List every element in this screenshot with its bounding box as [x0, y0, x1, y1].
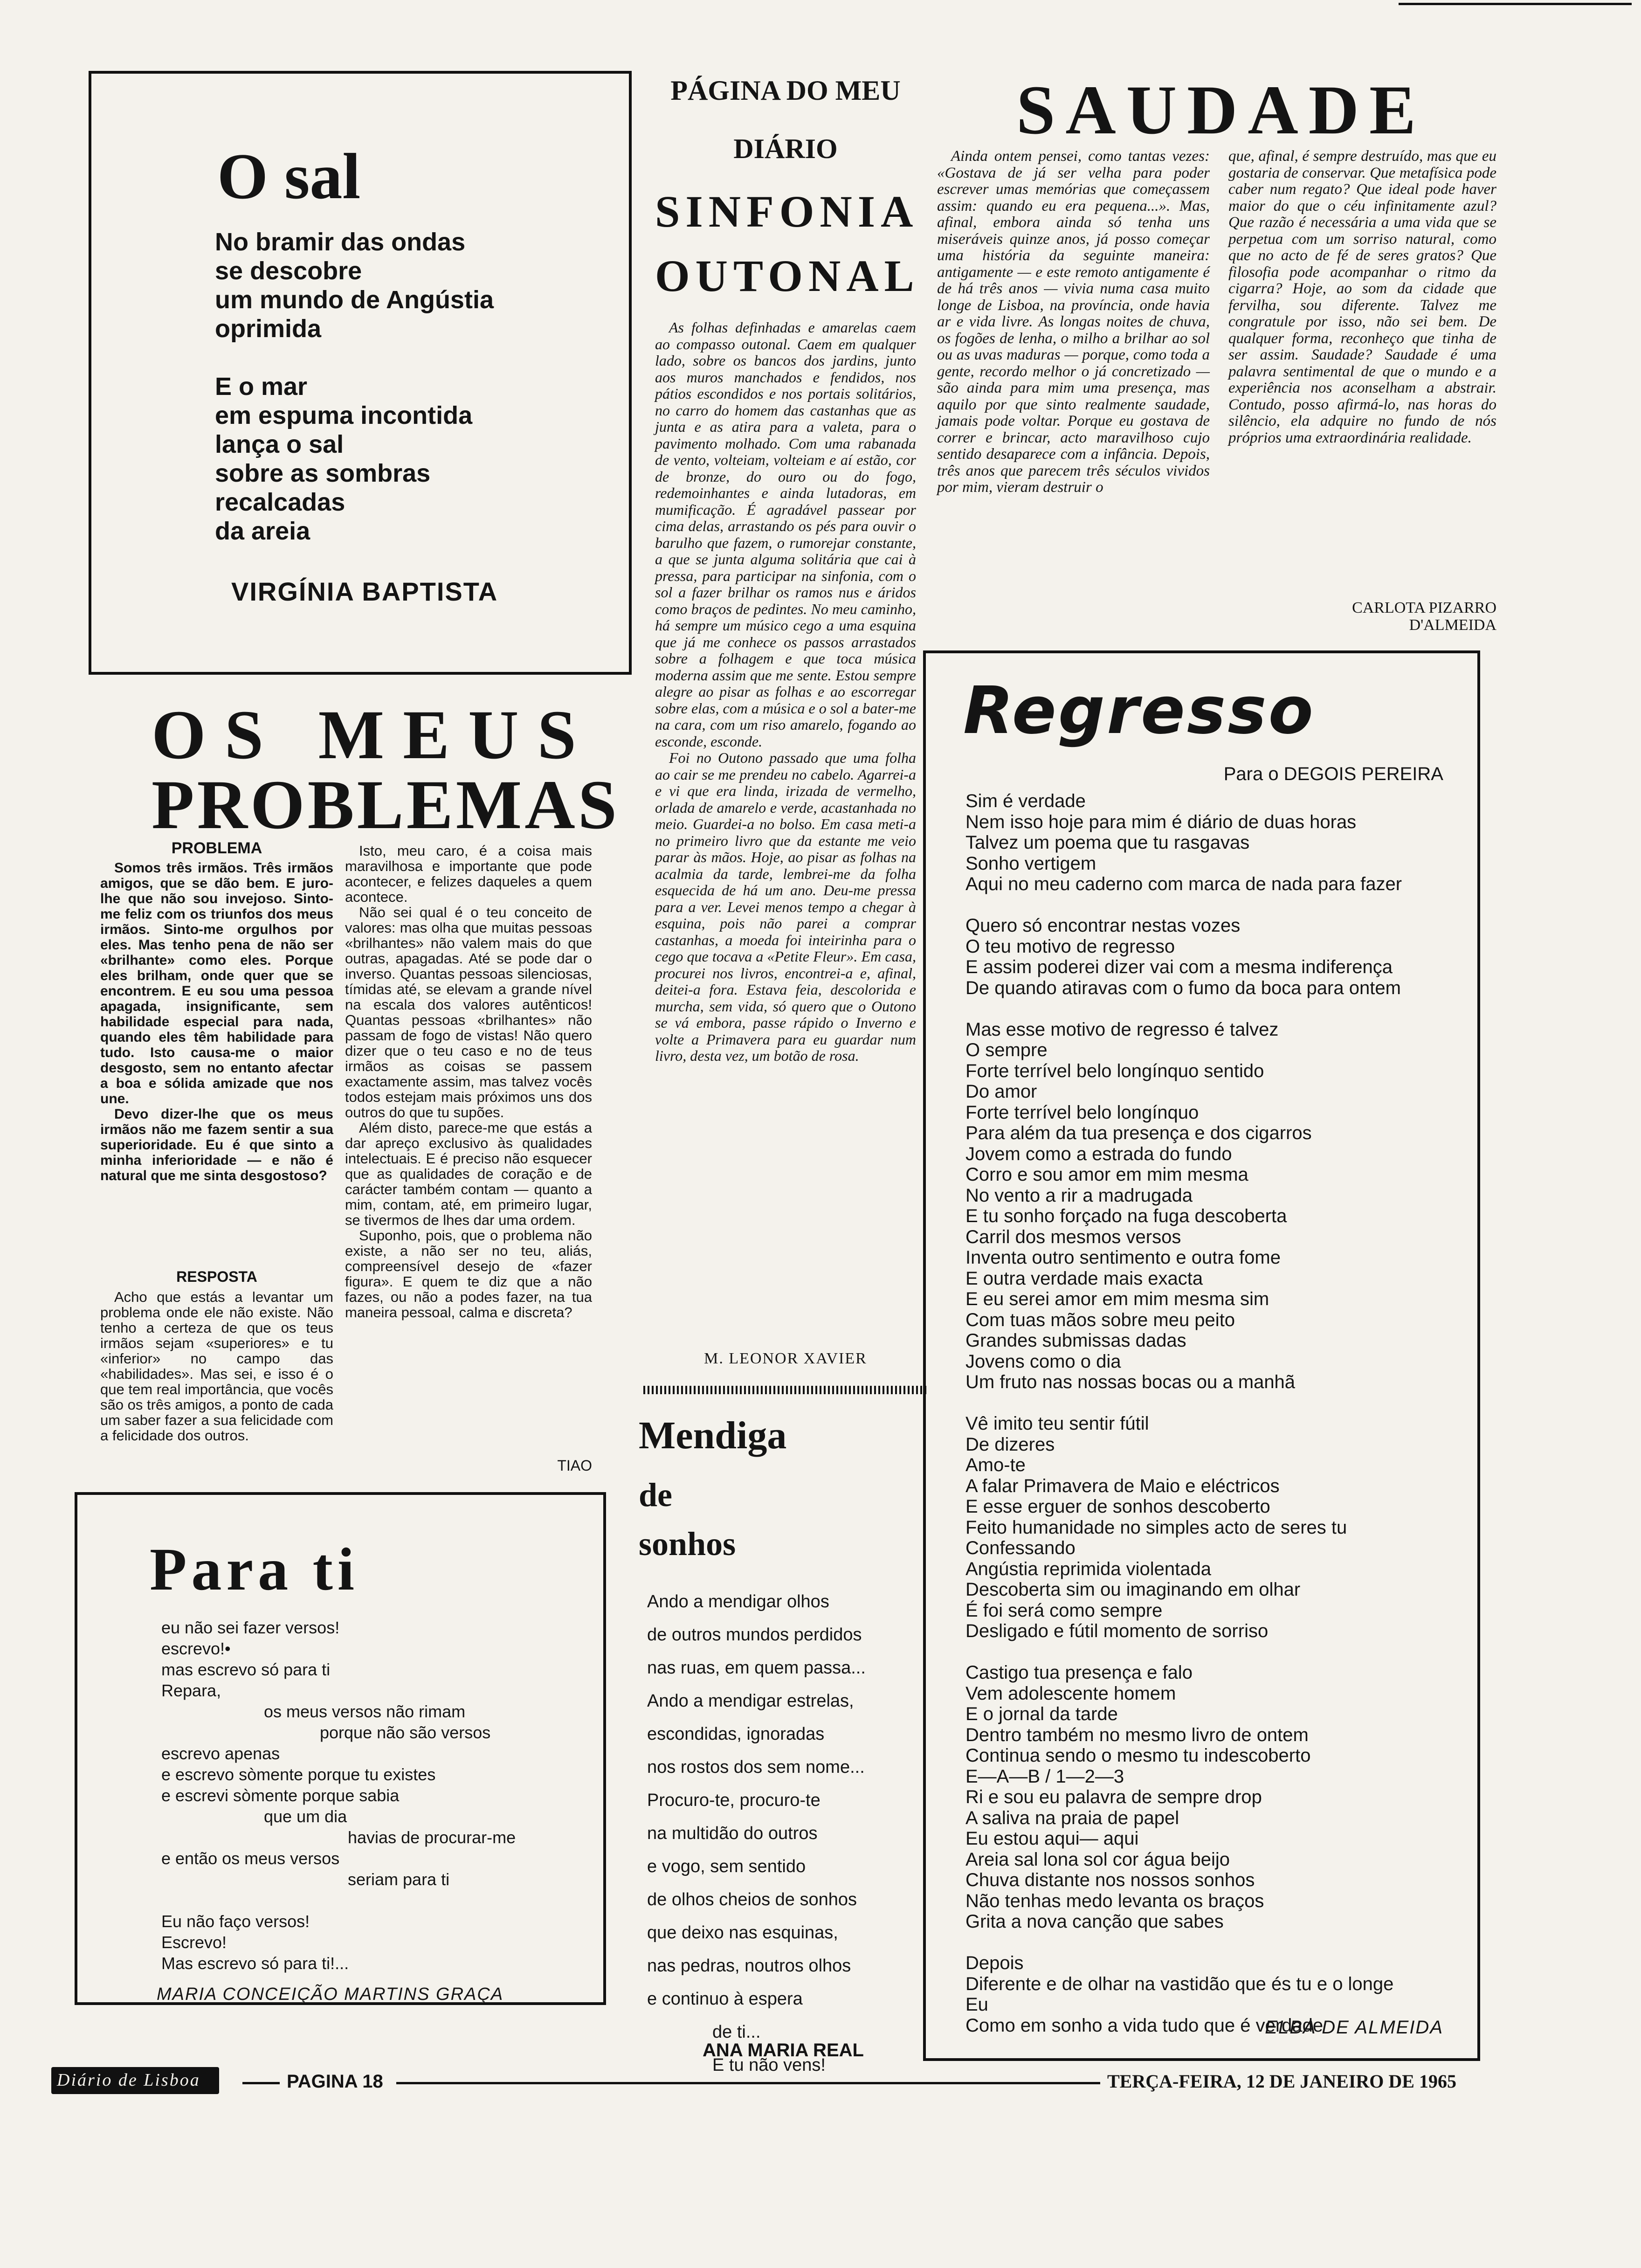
saudade-col-1-text: Ainda ontem pensei, como tantas vezes: «Gostava de já ser velha para poder escrever umas memórias que começassem assim: quando eu era pequena...». Mas, afinal, embora ainda só tenha uns miseráveis quinze anos, já posso começar uma história da seguinte maneira: antigamente — e este remoto antigamente é de há três anos — vivia numa casa muito longe de Lisboa, na província, onde havia ar e vida livre. As longas noites de chuva, os fogões de lenha, o milho a brilhar ao sol ou as uvas maduras — porque, como toda a gente, recordo melhor o já concretizado — são ainda para mim uma presença, mas aquilo por que sinto realmente saudade, jamais pode voltar. Porque eu gostava de correr e brincar, acto maravilhoso cujo sentido desaparece com a infância. Depois, três anos que parecem três séculos vividos por mim, vieram destruir o	[937, 148, 1210, 496]
poem-line: E assim poderei dizer vai com a mesma indiferença	[965, 957, 1393, 977]
poem-line	[965, 1932, 1402, 1953]
footer-page: PAGINA 18	[287, 2071, 383, 2092]
poem-line: Vem adolescente homem	[965, 1683, 1176, 1704]
poem-line: Eu não faço versos!	[161, 1912, 310, 1931]
poem-line: de ti...	[712, 2022, 761, 2042]
poem-line: seriam para ti	[348, 1870, 450, 1889]
paragraph: As folhas definhadas e amarelas caem ao compasso outonal. Caem em qualquer lado, sobre os bancos dos jardins, junto aos muros manchados e fendidos, nos pátios escondidos e nos portais solitários, no carro do homem das castanhas que as junta e as atira para a valeta, para o pavimento molhado. Com uma rabanada de vento, volteiam, volteiam e aí estão, cor de bronze, do ouro ou do fogo, redemoinhantes e ainda lutadoras, em mumificação. É agradável passear por cima delas, arrastando os pés para ouvir o barulho que fazem, o rumorejar constante, a que se junta alguma solitária que cai à pressa, para participar na sinfonia, com o sol a fazer brilhar os ramos nus e áridos como braços de pedintes. No meu caminho, há sempre um músico cego a uma esquina que já me conhece os passos arrastados sobre a folhagem e que toca música moderna assim que me sente. Estou sempre alegre ao pisar as folhas e ao escorregar sobre elas, com a música e o sol a bater-me na cara, com um riso amarelo, fogando ao esconde, esconde.	[655, 319, 916, 750]
poem-line: Areia sal lona sol cor água beijo	[965, 1849, 1230, 1870]
paragraph: Além disto, parece-me que estás a dar apreço exclusivo às qualidades intelectuais. E é preciso não esquecer que as qualidades de coração e de carácter também contam — quanto a mim, contam, até, em primeiro lugar, se tivermos de lhes dar uma ordem.	[345, 1120, 592, 1228]
poem-line	[965, 895, 1402, 916]
diario-kicker-2: DIÁRIO	[733, 133, 838, 164]
saudade-col-2-text: que, afinal, é sempre destruído, mas que eu gostaria de conservar. Que metafísica pode caber num regato? Que ideal pode haver maior do que o céu infinitamente azul? Que razão é necessária a uma vida que se perpetua com um sorriso natural, como que no acto de fé de seres gratos? Que filosofia pode acompanhar o ritmo da cigarra? Hoje, ao som da cidade que fervilha, sou diferente. Talvez me congratule por isso, não sei bem. De qualquer forma, reconheço que tinha de ser assim. Saudade? Saudade é uma palavra sentimental de que o mundo e a experiência nos aconselham a abstrair. Contudo, posso afirmá-lo, nas horas do silêncio, ela adquire no fundo de nós próprios uma extraordinária realidade.	[1228, 148, 1496, 446]
poem-line: Aqui no meu caderno com marca de nada para fazer	[965, 874, 1402, 894]
poem-line: Jovens como o dia	[965, 1351, 1121, 1372]
problemas-signature: TIAO	[557, 1457, 592, 1474]
poem-line: A falar Primavera de Maio e eléctricos	[965, 1475, 1280, 1496]
poem-line: E esse erguer de sonhos descoberto	[965, 1496, 1270, 1517]
poem-line: recalcadas	[215, 488, 345, 516]
poem-line: E tu sonho forçado na fuga descoberta	[965, 1206, 1287, 1226]
mendiga-title-2: de	[639, 1476, 672, 1514]
poem-line: escondidas, ignoradas	[647, 1724, 825, 1744]
paragraph: Somos três irmãos. Três irmãos amigos, que se dão bem. E juro-lhe que não sou invejoso. Sinto-me feliz com os triunfos dos meus irmãos. Sinto-me orgulhos por eles. Mas tenho pena de não ser «brilhante» como eles. Porque eles brilham, onde quer que se encontrem. E eu sou uma pessoa apagada, insignificante, sem habilidade especial para nada, quando eles têm habilidade para tudo. Isto causa-me o maior desgosto, sem no entanto afectar a boa e sólida amizade que nos une.	[100, 860, 333, 1106]
poem-line: E o mar	[215, 373, 308, 401]
regresso-poem	[965, 791, 1402, 2036]
poem-line: Chuva distante nos nossos sonhos	[965, 1870, 1255, 1890]
poem-line: Depois	[965, 1953, 1024, 1973]
mendiga-poem	[647, 1585, 866, 2082]
poem-line: O sempre	[965, 1040, 1048, 1060]
poem-line: Ri e sou eu palavra de sempre drop	[965, 1787, 1262, 1807]
poem-line: os meus versos não rimam	[264, 1702, 466, 1721]
poem-line: nas pedras, noutros olhos	[647, 1956, 851, 1976]
poem-line: Ando a mendigar olhos	[647, 1592, 829, 1611]
poem-line: escrevo!•	[161, 1639, 231, 1658]
masthead-logo	[51, 2067, 219, 2094]
poem-line: mas escrevo só para ti	[161, 1660, 331, 1679]
poem-line: Corro e sou amor em mim mesma	[965, 1164, 1248, 1185]
poem-line: de olhos cheios de sonhos	[647, 1890, 857, 1909]
poem-line: Com tuas mãos sobre meu peito	[965, 1309, 1235, 1330]
poem-line: e escrevo sòmente porque tu existes	[161, 1765, 436, 1784]
problema-label: PROBLEMA	[171, 839, 262, 857]
poem-line: De dizeres	[965, 1434, 1055, 1455]
diario-kicker-1: PÁGINA DO MEU	[670, 75, 901, 106]
poem-line: Do amor	[965, 1081, 1037, 1102]
diario-title-1: SINFONIA	[655, 187, 919, 236]
mendiga-author: ANA MARIA REAL	[703, 2040, 864, 2061]
poem-line: Procuro-te, procuro-te	[647, 1791, 820, 1810]
diario-author: M. LEONOR XAVIER	[704, 1350, 867, 1367]
poem-line: Eu	[965, 1994, 988, 2015]
poem-line: O teu motivo de regresso	[965, 936, 1175, 957]
poem-line: De quando atiravas com o fumo da boca para ontem	[965, 977, 1401, 998]
poem-line: da areia	[215, 517, 310, 545]
o-sal-title: O sal	[217, 140, 361, 213]
problemas-title-2: PROBLEMAS	[152, 766, 620, 844]
poem-line: um mundo de Angústia	[215, 286, 494, 314]
poem-line	[965, 998, 1402, 1019]
diario-title-2: OUTONAL	[655, 251, 920, 301]
saudade-author-1: CARLOTA PIZARRO	[1352, 599, 1496, 616]
resposta-label: RESPOSTA	[176, 1268, 257, 1285]
o-sal-poem	[215, 228, 494, 546]
top-rule	[1399, 3, 1632, 5]
poem-line: em espuma incontida	[215, 401, 473, 429]
paragraph: Acho que estás a levantar um problema onde ele não existe. Não tenho a certeza de que os teus irmãos sejam «superiores» e tu «inferior» no campo das «habilidades». Mas sei, e isso é o que tem real importância, que vocês são os três amigos, a ponto de cada um saber fazer a sua felicidade com a felicidade dos outros.	[100, 1289, 333, 1444]
o-sal-author: VIRGÍNIA BAPTISTA	[231, 577, 498, 606]
poem-line: Quero só encontrar nestas vozes	[965, 915, 1241, 936]
diario-body	[655, 319, 916, 1065]
poem-line: na multidão do outros	[647, 1824, 818, 1843]
poem-line: havias de procurar-me	[348, 1828, 516, 1847]
poem-line: se descobre	[215, 257, 362, 285]
poem-line: E—A—B / 1—2—3	[965, 1766, 1124, 1787]
para-ti-author: MARIA CONCEIÇÃO MARTINS GRAÇA	[157, 1984, 504, 2004]
poem-line: Sim é verdade	[965, 791, 1086, 811]
regresso-box	[923, 650, 1480, 2061]
paragraph: Suponho, pois, que o problema não existe, a não ser no teu, aliás, compreensível desejo de «fazer figura». E quem te diz que a não fazes, ou não a podes fazer, na tua maneira pessoal, calma e discreta?	[345, 1227, 592, 1321]
poem-line: nos rostos dos sem nome...	[647, 1757, 865, 1777]
poem-line: A saliva na praia de papel	[965, 1807, 1179, 1828]
poem-line	[965, 1642, 1402, 1663]
poem-line: Forte terrível belo longínquo	[965, 1102, 1199, 1123]
poem-line: Carril dos mesmos versos	[965, 1226, 1181, 1247]
poem-line: Talvez um poema que tu rasgavas	[965, 832, 1250, 853]
saudade-title: SAUDADE	[1016, 71, 1427, 149]
regresso-title: Regresso	[963, 673, 1315, 749]
poem-line: Confessando	[965, 1538, 1076, 1558]
poem-line	[161, 1890, 516, 1911]
poem-line: e vogo, sem sentido	[647, 1857, 806, 1876]
poem-line: No vento a rir a madrugada	[965, 1185, 1193, 1206]
poem-line: E o jornal da tarde	[965, 1704, 1118, 1724]
poem-line: Castigo tua presença e falo	[965, 1662, 1193, 1683]
poem-line: Vê imito teu sentir fútil	[965, 1413, 1149, 1434]
separator-rule	[643, 1386, 928, 1394]
poem-line: Dentro também no mesmo livro de ontem	[965, 1724, 1309, 1745]
poem-line: Escrevo!	[161, 1933, 227, 1952]
poem-line: Grandes submissas dadas	[965, 1330, 1186, 1351]
poem-line: Amo-te	[965, 1455, 1026, 1475]
poem-line: Grita a nova canção que sabes	[965, 1911, 1224, 1932]
poem-line: Para além da tua presença e dos cigarros	[965, 1123, 1312, 1143]
para-ti-box	[75, 1492, 606, 2005]
masthead-text: Diário de Lisboa	[57, 2070, 200, 2090]
poem-line: Ando a mendigar estrelas,	[647, 1691, 854, 1711]
saudade-col-1	[937, 148, 1210, 496]
poem-line: Não tenhas medo levanta os braços	[965, 1890, 1264, 1911]
poem-line: lança o sal	[215, 430, 344, 458]
mendiga-title-3: sonhos	[639, 1525, 736, 1563]
poem-line: Um fruto nas nossas bocas ou a manhã	[965, 1372, 1296, 1392]
poem-line: Desligado e fútil momento de sorriso	[965, 1621, 1269, 1641]
poem-line: Continua sendo o mesmo tu indescoberto	[965, 1745, 1311, 1766]
regresso-author: ELBA DE ALMEIDA	[1265, 2017, 1443, 2038]
poem-line: Mas escrevo só para ti!...	[161, 1954, 349, 1973]
poem-line: nas ruas, em quem passa...	[647, 1658, 866, 1678]
poem-line: E eu serei amor em mim mesma sim	[965, 1289, 1269, 1309]
poem-line: Feito humanidade no simples acto de seres tu	[965, 1517, 1347, 1538]
saudade-author-2: D'ALMEIDA	[1409, 616, 1496, 634]
poem-line: que deixo nas esquinas,	[647, 1923, 838, 1943]
poem-line: Repara,	[161, 1681, 221, 1700]
poem-line	[215, 343, 494, 372]
paragraph: Foi no Outono passado que uma folha ao cair se me prendeu no cabelo. Agarrei-a e vi que era linda, irizada de vermelho, orlada de amarelo e verde, acastanhada no meio. Guardei-a no bolso. Em casa meti-a no primeiro livro que da estante me veio parar às mãos. Hoje, ao pisar as folhas na acalmia da tarde, lembrei-me da folha esquecida de há um ano. Deu-me pressa para a ver. Levei menos tempo a chegar à esquina, pois não parei a comprar castanhas, a moeda foi inteirinha para o cego que tocava a «Petite Fleur». Em casa, procurei nos livros, encontrei-a e, afinal, deitei-a fora. Estava feia, descolorida e murcha, sem vida, só quero que o Outono se vá embora, passe rápido o Inverno e volte a Primavera para eu guardar num livro, desta vez, um botão de rosa.	[655, 749, 916, 1064]
poem-line: No bramir das ondas	[215, 228, 466, 256]
mendiga-title-1: Mendiga	[639, 1414, 787, 1457]
poem-line: que um dia	[264, 1807, 347, 1826]
poem-line	[965, 1393, 1402, 1414]
poem-line: e escrevi sòmente porque sabia	[161, 1786, 400, 1805]
poem-line: de outros mundos perdidos	[647, 1625, 862, 1645]
problemas-col-2	[345, 843, 592, 1320]
poem-line: sobre as sombras	[215, 459, 431, 487]
regresso-dedication: Para o DEGOIS PEREIRA	[1223, 764, 1443, 784]
problema-body	[100, 860, 333, 1183]
poem-line: Angústia reprimida violentada	[965, 1558, 1211, 1579]
poem-line: Eu estou aqui— aqui	[965, 1828, 1139, 1849]
o-sal-box	[89, 71, 632, 675]
paragraph: Não sei qual é o teu conceito de valores: mas olha que muitas pessoas «brilhantes» não valem mais do que outras, apagadas. Até se pode dar o inverso. Quantas pessoas silenciosas, tímidas até, se elevam a grande nível na escala dos valores autênticos! Quantas pessoas «brilhantes» não passam de fogo de vistas! Não quero dizer que o teu caso e no de teus irmãos as coisas se passem exactamente assim, mas talvez vocês todos estejam mais próximos uns dos outros do que tu supões.	[345, 904, 592, 1120]
poem-line: escrevo apenas	[161, 1744, 280, 1763]
para-ti-title: Para ti	[150, 1536, 359, 1603]
problemas-title-1: OS MEUS	[152, 696, 595, 774]
footer-rule-1	[242, 2082, 280, 2084]
poem-line: e continuo à espera	[647, 1989, 803, 2009]
poem-line: E outra verdade mais exacta	[965, 1268, 1203, 1289]
poem-line: Jovem como a estrada do fundo	[965, 1143, 1232, 1164]
poem-line: É foi será como sempre	[965, 1600, 1163, 1621]
poem-line: E tu não vens!	[712, 2055, 826, 2075]
footer-rule-2	[396, 2082, 1100, 2084]
poem-line: porque não são versos	[320, 1723, 491, 1742]
poem-line: oprimida	[215, 315, 322, 343]
saudade-col-2	[1228, 148, 1496, 446]
poem-line: Nem isso hoje para mim é diário de duas horas	[965, 811, 1357, 832]
paragraph: Devo dizer-lhe que os meus irmãos não me fazem sentir a sua superioridade. Eu é que sinto a minha inferioridade — e não é natural que me sinta desgostoso?	[100, 1106, 333, 1183]
poem-line: Diferente e de olhar na vastidão que és tu e o longe	[965, 1973, 1394, 1994]
footer-date: TERÇA-FEIRA, 12 DE JANEIRO DE 1965	[1107, 2071, 1456, 2092]
para-ti-poem	[161, 1617, 516, 1974]
poem-line: Como em sonho a vida tudo que é verdade	[965, 2015, 1324, 2036]
poem-line: Mas esse motivo de regresso é talvez	[965, 1019, 1279, 1040]
poem-line: e então os meus versos	[161, 1849, 340, 1868]
paragraph: Isto, meu caro, é a coisa mais maravilhosa e importante que pode acontecer, e felizes daqueles a quem acontece.	[345, 843, 592, 905]
resposta-body	[100, 1289, 333, 1443]
poem-line: Sonho vertigem	[965, 853, 1096, 874]
poem-line: eu não sei fazer versos!	[161, 1618, 340, 1637]
poem-line: Descoberta sim ou imaginando em olhar	[965, 1579, 1301, 1600]
poem-line: Forte terrível belo longínquo sentido	[965, 1060, 1264, 1081]
poem-line: Inventa outro sentimento e outra fome	[965, 1247, 1281, 1268]
